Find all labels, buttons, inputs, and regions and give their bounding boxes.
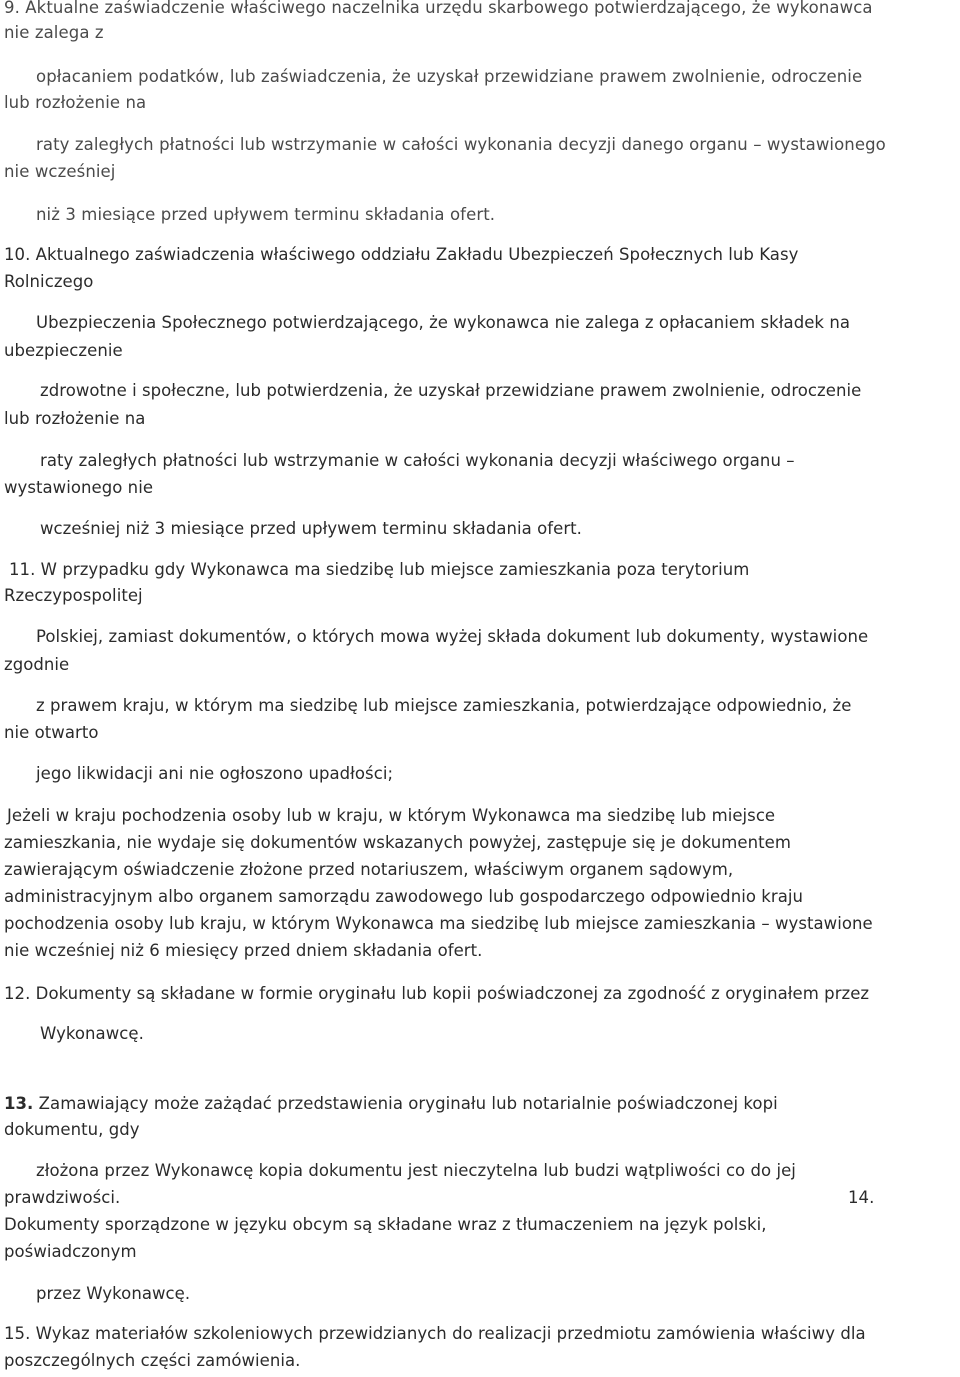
item-13-line-3: złożona przez Wykonawcę kopia dokumentu jest nieczytelna lub budzi wątpliwości co do jej xyxy=(36,1161,796,1180)
item-14-line-2: poświadczonym xyxy=(4,1242,137,1261)
item-10-line-3: Ubezpieczenia Społecznego potwierdzającego, że wykonawca nie zalega z opłacaniem składek na xyxy=(36,313,850,332)
item-15-line-1: 15. Wykaz materiałów szkoleniowych przewidzianych do realizacji przedmiotu zamówienia właściwy dla xyxy=(4,1324,866,1343)
item-11-line-2: Rzeczypospolitej xyxy=(4,586,143,605)
item-15-line-2: poszczególnych części zamówienia. xyxy=(4,1351,301,1370)
item-9-line-6: nie wcześniej xyxy=(4,162,116,181)
item-10-line-4: ubezpieczenie xyxy=(4,341,123,360)
item-9-line-1: 9. Aktualne zaświadczenie właściwego naczelnika urzędu skarbowego potwierdzającego, że wykonawca xyxy=(4,0,873,17)
item-10-line-7: raty zaległych płatności lub wstrzymanie w całości wykonania decyzji właściwego organu – xyxy=(40,451,795,470)
item-11-line-3: Polskiej, zamiast dokumentów, o których mowa wyżej składa dokument lub dokumenty, wystawione xyxy=(36,627,869,646)
item-9-line-3: opłacaniem podatków, lub zaświadczenia, że uzyskał przewidziane prawem zwolnienie, odroczenie xyxy=(36,67,863,86)
item-11-line-6: nie otwarto xyxy=(4,723,99,742)
item-13-line-1-text: Zamawiający może zażądać przedstawienia oryginału lub notarialnie poświadczonej kopi xyxy=(33,1094,778,1113)
item-10-line-8: wystawionego nie xyxy=(4,478,154,497)
paragraph-line-5: pochodzenia osoby lub kraju, w którym Wykonawca ma siedzibę lub miejsce zamieszkania – wystawione xyxy=(4,914,873,933)
item-12-line-1: 12. Dokumenty są składane w formie oryginału lub kopii poświadczonej za zgodność z oryginałem przez xyxy=(4,984,870,1003)
item-10-line-5: zdrowotne i społeczne, lub potwierdzenia, że uzyskał przewidziane prawem zwolnienie, odroczenie xyxy=(40,381,862,400)
item-10-line-1: 10. Aktualnego zaświadczenia właściwego oddziału Zakładu Ubezpieczeń Społecznych lub Kasy xyxy=(4,245,799,264)
item-11-line-4: zgodnie xyxy=(4,655,70,674)
paragraph-line-2: zamieszkania, nie wydaje się dokumentów wskazanych powyżej, zastępuje się je dokumentem xyxy=(4,833,791,852)
item-14-line-3: przez Wykonawcę. xyxy=(36,1284,191,1303)
item-13-number: 13. xyxy=(4,1094,34,1113)
item-10-line-6: lub rozłożenie na xyxy=(4,409,146,428)
item-13-line-2: dokumentu, gdy xyxy=(4,1120,140,1139)
paragraph-line-4: administracyjnym albo organem samorządu zawodowego lub gospodarczego odpowiednio kraju xyxy=(4,887,804,906)
item-11-line-7: jego likwidacji ani nie ogłoszono upadłości; xyxy=(36,764,394,783)
item-9-line-2: nie zalega z xyxy=(4,23,104,42)
paragraph-line-3: zawierającym oświadczenie złożone przed notariuszem, właściwym organem sądowym, xyxy=(4,860,734,879)
item-13-line-4: prawdziwości. xyxy=(4,1188,121,1207)
item-9-line-4: lub rozłożenie na xyxy=(4,93,147,112)
paragraph-line-1: Jeżeli w kraju pochodzenia osoby lub w kraju, w którym Wykonawca ma siedzibę lub miejsce xyxy=(7,806,776,825)
item-12-line-2: Wykonawcę. xyxy=(40,1024,144,1043)
paragraph-line-6: nie wcześniej niż 6 miesięcy przed dniem składania ofert. xyxy=(4,941,483,960)
item-9-line-5: raty zaległych płatności lub wstrzymanie w całości wykonania decyzji danego organu – wystawionego xyxy=(36,135,886,154)
item-14-line-1: Dokumenty sporządzone w języku obcym są składane wraz z tłumaczeniem na język polski, xyxy=(4,1215,767,1234)
item-11-line-1: 11. W przypadku gdy Wykonawca ma siedzibę lub miejsce zamieszkania poza terytorium xyxy=(9,560,750,579)
item-10-line-2: Rolniczego xyxy=(4,272,94,291)
item-14-number: 14. xyxy=(848,1188,875,1207)
item-11-line-5: z prawem kraju, w którym ma siedzibę lub miejsce zamieszkania, potwierdzające odpowiednio, że xyxy=(36,696,852,715)
item-13-line-1 xyxy=(4,1093,778,1115)
item-10-line-9: wcześniej niż 3 miesiące przed upływem terminu składania ofert. xyxy=(40,519,582,538)
item-9-line-7: niż 3 miesiące przed upływem terminu składania ofert. xyxy=(36,205,496,224)
